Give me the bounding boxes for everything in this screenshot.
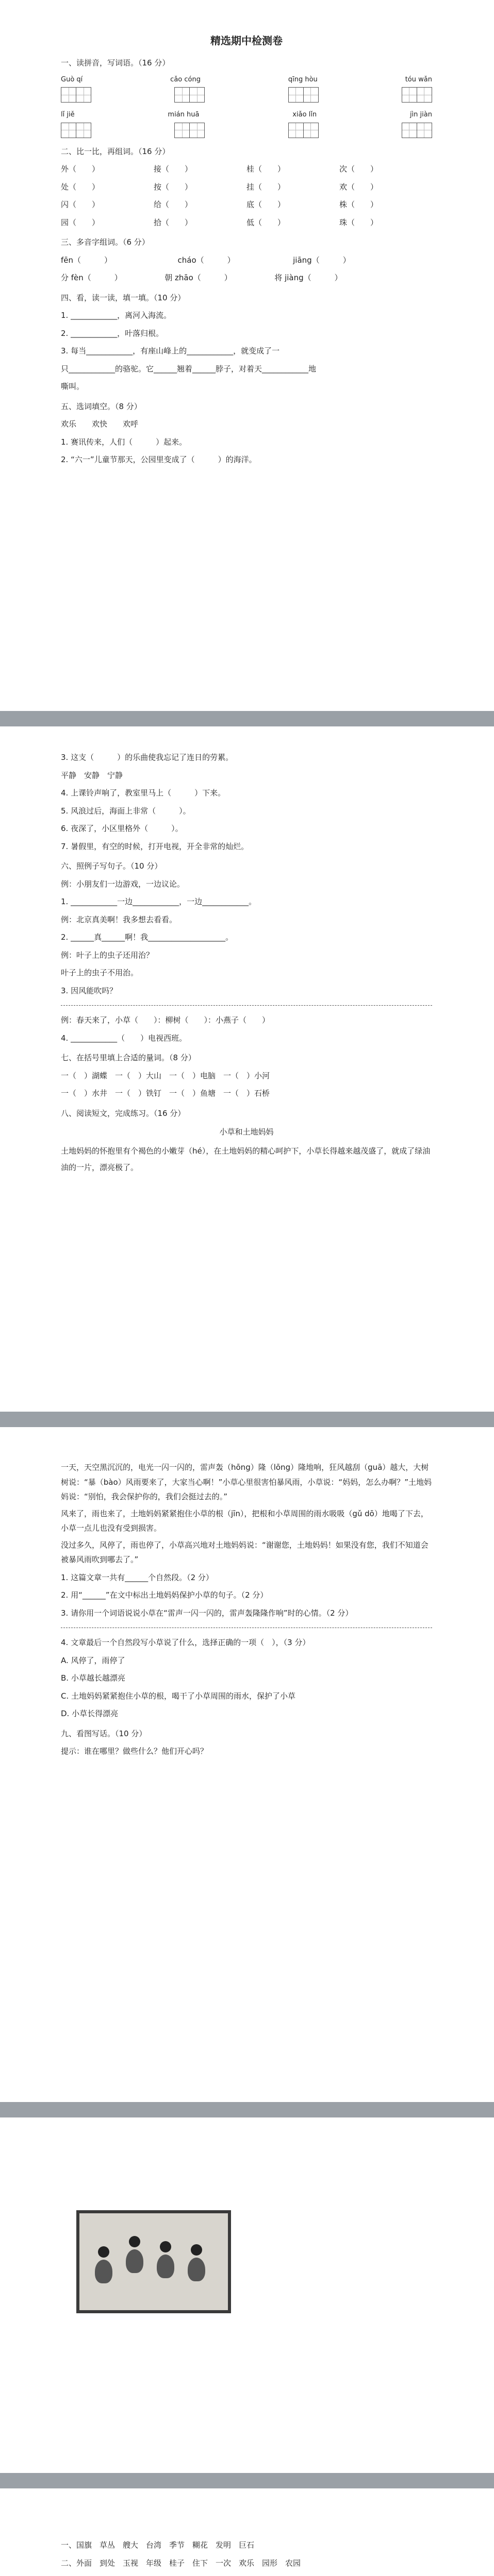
section-9-heading: 九、看图写话。（10 分）: [61, 1728, 147, 1738]
compare-item: 处（ ）: [61, 182, 100, 192]
scene-picture: [76, 2210, 231, 2313]
divider: [61, 1005, 432, 1006]
section-6-heading: 六、照例子写句子。（10 分）: [61, 861, 162, 871]
page-1: [0, 0, 494, 711]
compare-item: 接（ ）: [154, 164, 193, 174]
section-7-heading: 七、在括号里填上合适的量词。（8 分）: [61, 1053, 196, 1062]
example-4: 例：春天来了，小草（ ）：柳树（ ）：小燕子（ ）: [61, 1015, 270, 1025]
pinyin-1: Guò qí: [61, 75, 83, 83]
writing-prompt: 提示：谁在哪里？做些什么？他们开心吗？: [61, 1747, 208, 1756]
section-5-heading: 五、选词填空。（8 分）: [61, 401, 142, 411]
page-2: [0, 726, 494, 1412]
writing-grid[interactable]: [61, 123, 91, 138]
page-5: [0, 2488, 494, 2576]
p2-line-1: 3. 这支（ ）的乐曲使我忘记了连日的劳累。: [61, 753, 234, 762]
compare-item: 挂（ ）: [246, 182, 286, 192]
pinyin-3: qīng hòu: [288, 75, 318, 83]
example-2: 例：北京真美啊！我多想去看看。: [61, 914, 177, 924]
writing-grid[interactable]: [402, 123, 432, 138]
choose-line-1: 1. 赛讯传来，人们（ ）起来。: [61, 437, 187, 447]
fill-line-1: 1. ____________，离河入海流。: [61, 311, 172, 320]
section-1-heading: 一、读拼音，写词语。（16 分）: [61, 58, 170, 67]
compare-item: 桂（ ）: [246, 164, 286, 174]
compare-item: 次（ ）: [339, 164, 378, 174]
story-title: 小草和土地妈妈: [219, 1127, 274, 1137]
option-b: B. 小草越长越漂亮: [61, 1673, 125, 1683]
pinyin-5: lǐ jiě: [61, 111, 75, 119]
option-a: A. 风停了，雨停了: [61, 1655, 125, 1665]
pinyin-6: mián huā: [168, 111, 200, 119]
polyphone-line-2: 分 fèn（ ） 朝 zhāo（ ） 将 jiàng（ ）: [61, 273, 342, 283]
story-paragraph: 一天，天空黑沉沉的，电光一闪一闪的，雷声轰（hōng）隆（lōng）隆地响，狂风越刮（guā）越大，大树树说：“暴（bào）风雨要来了，大家当心啊！”小草心里很害怕暴风雨，小草说：“妈妈，怎么办啊？”土地妈妈说：“别怕，我会保护你的，我们会挺过去的。”: [61, 1463, 432, 1501]
compare-item: 拾（ ）: [154, 217, 193, 227]
writing-grid[interactable]: [174, 123, 205, 138]
exam-title: 精选期中检测卷: [210, 35, 283, 47]
compare-item: 按（ ）: [154, 182, 193, 192]
question-4: 4. 文章最后一个自然段写小草说了什么，选择正确的一项（ ），（3 分）: [61, 1638, 310, 1647]
page-separator: [0, 1412, 494, 1427]
choose-line-2: 2. “六一”儿童节那天，公园里变成了（ ）的海洋。: [61, 455, 257, 465]
pinyin-2: cǎo cóng: [170, 75, 201, 83]
word-bank: 欢乐 欢快 欢呼: [61, 419, 139, 429]
compare-item: 给（ ）: [154, 200, 193, 210]
p2-line-2: 4. 上课铃声响了，教室里马上（ ）下来。: [61, 788, 226, 798]
pinyin-4: tóu wǎn: [405, 75, 432, 83]
section-8-heading: 八、阅读短文，完成练习。（16 分）: [61, 1108, 186, 1118]
page-separator: [0, 2473, 494, 2488]
example-2-fill: 2. ______真______啊！我____________________。: [61, 933, 234, 942]
compare-item: 闪（ ）: [61, 200, 100, 210]
compare-item: 底（ ）: [246, 200, 286, 210]
p2-line-3: 5. 风浪过后，海面上非常（ ）。: [61, 806, 191, 816]
section-2-heading: 二、比一比，再组词。（16 分）: [61, 146, 170, 156]
option-d: D. 小草长得漂亮: [61, 1709, 119, 1718]
fill-line-5: 嘶叫。: [61, 382, 85, 392]
writing-grid[interactable]: [288, 123, 319, 138]
writing-grid[interactable]: [288, 87, 319, 103]
story-paragraph: 没过多久，风停了，雨也停了，小草高兴地对土地妈妈说：“谢谢您，土地妈妈！如果没有您，我们不知道会被暴风雨吹到哪去了。”: [61, 1540, 429, 1564]
story-paragraph: 风来了，雨也来了，土地妈妈紧紧抱住小草的根（jīn），把根和小草周围的雨水吸吸（gǔ dō）地喝了下去，小草一点儿也没有受到损害。: [61, 1509, 429, 1533]
answer-2b: [61, 2573, 432, 2576]
example-4-fill: 4. ____________（ ）电视西班。: [61, 1033, 187, 1043]
compare-item: 外（ ）: [61, 164, 100, 174]
example-3b: 叶子上的虫子不用治。: [61, 968, 139, 977]
story-paragraph: 土地妈妈的怀抱里有个褐色的小嫩芽（hé），在土地妈妈的精心呵护下，小草长得越来越茂盛了，就成了绿油: [61, 1146, 431, 1156]
p2-line-4: 6. 夜深了，小区里格外（ ）。: [61, 824, 183, 833]
measure-word-row-1: 一（ ）湖蝶 一（ ）大山 一（ ）电脑 一（ ）小河: [61, 1071, 270, 1080]
compare-item: 株（ ）: [339, 200, 378, 210]
option-c: C. 土地妈妈紧紧抱住小草的根，喝干了小草周围的雨水，保护了小草: [61, 1691, 296, 1701]
example-1-fill: 1. ____________一边____________，一边____________。: [61, 897, 257, 906]
page-4: [0, 2117, 494, 2473]
writing-grid[interactable]: [174, 87, 205, 103]
fill-line-2: 2. ____________，叶落归根。: [61, 328, 164, 338]
compare-item: 园（ ）: [61, 217, 100, 227]
polyphone-line-1: fēn（ ） cháo（ ） jiāng（ ）: [61, 255, 351, 265]
question-1: 1. 这篇文章一共有______个自然段。（2 分）: [61, 1572, 213, 1582]
writing-grid[interactable]: [61, 87, 91, 103]
p2-word-bank: 平静 安静 宁静: [61, 770, 123, 780]
section-4-heading: 四、看，读一读，填一填。（10 分）: [61, 293, 186, 302]
story-paragraph: 油的一片，漂亮极了。: [61, 1163, 139, 1172]
question-2: 2. 用“______”在文中标出土地妈妈保护小草的句子。（2 分）: [61, 1590, 268, 1600]
p2-line-5: 7. 暑假里，有空的时候，打开电视，开全非常的灿烂。: [61, 841, 249, 851]
measure-word-row-2: 一（ ）水井 一（ ）铁钉 一（ ）鱼塘 一（ ）石桥: [61, 1089, 270, 1098]
pinyin-7: xiǎo lǐn: [292, 111, 317, 119]
page-separator: [0, 711, 494, 726]
section-3-heading: 三、多音字组词。（6 分）: [61, 238, 150, 247]
example-1: 例：小朋友们一边游戏，一边议论。: [61, 879, 185, 889]
page-separator: [0, 2102, 494, 2117]
example-3-fill: 3. 因风能吹吗？: [61, 986, 118, 995]
question-3: 3. 请你用一个词语说说小草在“雷声一闪一闪的，雷声轰隆隆作响”时的心情。（2 分）: [61, 1608, 353, 1618]
compare-item: 欢（ ）: [339, 182, 378, 192]
answer-2: 二、外面 到处 玉视 年级 桂子 住下 一次 欢乐 园形 农园: [61, 2558, 301, 2568]
page-3: [0, 1427, 494, 2102]
writing-grid[interactable]: [402, 87, 432, 103]
answer-1: 一、国旗 草丛 艘大 台湾 季节 糊花 发明 巨石: [61, 2540, 255, 2550]
fill-line-4: 只____________的骆驼。它______翘着______脖子，对着天____________地: [61, 364, 317, 374]
compare-item: 低（ ）: [246, 217, 286, 227]
pinyin-8: jìn jiàn: [409, 111, 432, 119]
compare-item: 珠（ ）: [339, 217, 378, 227]
fill-line-3: 3. 每当____________，有座山峰上的____________，就变成了一: [61, 346, 280, 356]
example-3: 例：叶子上的虫子还用治？: [61, 950, 154, 960]
